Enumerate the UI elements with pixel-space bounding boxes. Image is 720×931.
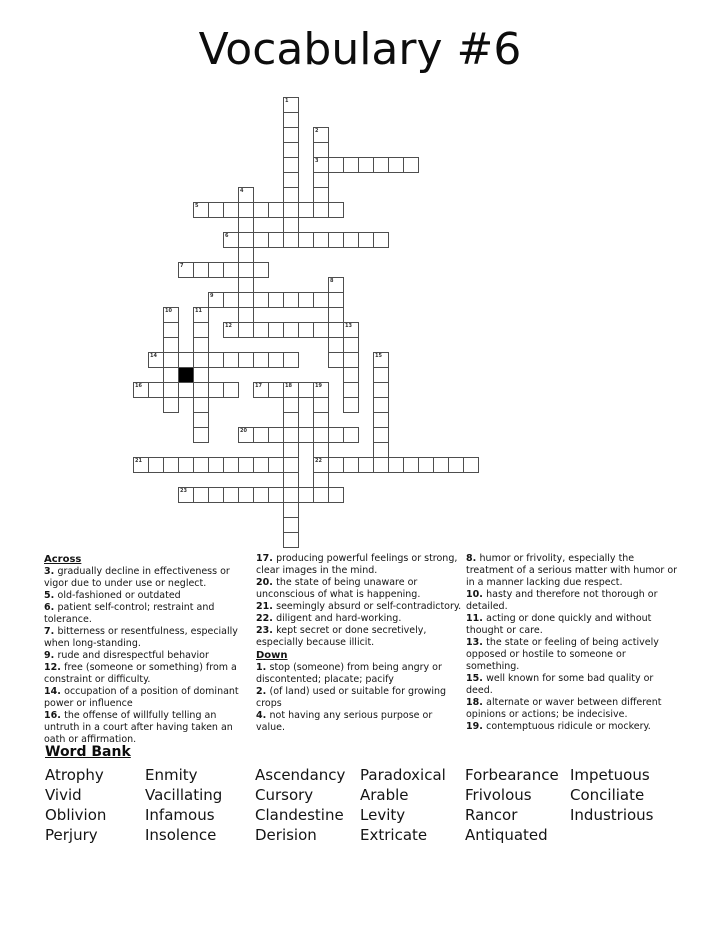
grid-cell[interactable] bbox=[313, 322, 329, 338]
cell-number: 10 bbox=[165, 308, 172, 314]
grid-cell[interactable] bbox=[373, 157, 389, 173]
grid-cell[interactable] bbox=[223, 457, 239, 473]
grid-cell[interactable] bbox=[148, 457, 164, 473]
grid-cell[interactable] bbox=[178, 457, 194, 473]
clue-9: 9. rude and disrespectful behavior bbox=[44, 650, 209, 661]
black-cell bbox=[178, 367, 194, 383]
cell-number: 2 bbox=[315, 128, 319, 134]
grid-cell[interactable] bbox=[328, 157, 344, 173]
grid-cell[interactable] bbox=[358, 232, 374, 248]
word-bank-column bbox=[465, 765, 570, 845]
clue-8: 8. humor or frivolity, especially the treatment of a serious matter with humor or in a manner lacking due respect. bbox=[466, 553, 678, 588]
grid-cell[interactable] bbox=[313, 412, 329, 428]
grid-cell[interactable] bbox=[163, 457, 179, 473]
clue-23: 23. kept secret or done secretively, especially because illicit. bbox=[256, 625, 427, 648]
grid-cell[interactable] bbox=[313, 232, 329, 248]
grid-cell[interactable] bbox=[163, 307, 179, 323]
cell-number: 7 bbox=[180, 263, 184, 269]
grid-cell[interactable] bbox=[283, 352, 299, 368]
grid-cell[interactable] bbox=[343, 352, 359, 368]
grid-cell[interactable] bbox=[283, 397, 299, 413]
grid-cell[interactable] bbox=[208, 352, 224, 368]
grid-cell[interactable] bbox=[253, 292, 269, 308]
word-bank-item: Rancor bbox=[465, 806, 518, 824]
word-bank-item: Conciliate bbox=[570, 786, 645, 804]
grid-cell[interactable] bbox=[193, 397, 209, 413]
grid-cell[interactable] bbox=[193, 487, 209, 503]
cell-number: 23 bbox=[180, 488, 187, 494]
grid-cell[interactable] bbox=[178, 487, 194, 503]
grid-cell[interactable] bbox=[178, 262, 194, 278]
grid-cell[interactable] bbox=[193, 352, 209, 368]
clue-4: 4. not having any serious purpose or value. bbox=[256, 710, 433, 733]
grid-cell[interactable] bbox=[223, 487, 239, 503]
grid-cell[interactable] bbox=[163, 322, 179, 338]
word-bank-item: Infamous bbox=[145, 806, 215, 824]
grid-cell[interactable] bbox=[193, 202, 209, 218]
word-bank-header: Word Bank bbox=[45, 744, 131, 760]
grid-cell[interactable] bbox=[343, 367, 359, 383]
grid-cell[interactable] bbox=[283, 487, 299, 503]
grid-cell[interactable] bbox=[238, 352, 254, 368]
word-bank bbox=[45, 744, 685, 845]
grid-cell[interactable] bbox=[463, 457, 479, 473]
grid-cell[interactable] bbox=[283, 112, 299, 128]
grid-cell[interactable] bbox=[193, 337, 209, 353]
word-bank-item: Antiquated bbox=[465, 826, 548, 844]
cell-number: 11 bbox=[195, 308, 202, 314]
clue-20: 20. the state of being unaware or unconscious of what is happening. bbox=[256, 577, 421, 600]
grid-cell[interactable] bbox=[283, 532, 299, 548]
grid-cell[interactable] bbox=[403, 457, 419, 473]
grid-cell[interactable] bbox=[223, 352, 239, 368]
grid-cell[interactable] bbox=[313, 202, 329, 218]
word-bank-item: Vacillating bbox=[145, 786, 223, 804]
word-bank-column bbox=[145, 765, 255, 845]
grid-cell[interactable] bbox=[298, 427, 314, 443]
grid-cell[interactable] bbox=[328, 457, 344, 473]
grid-cell[interactable] bbox=[283, 217, 299, 233]
grid-cell[interactable] bbox=[283, 442, 299, 458]
cell-number: 5 bbox=[195, 203, 199, 209]
word-bank-item: Forbearance bbox=[465, 766, 559, 784]
grid-cell[interactable] bbox=[283, 97, 299, 113]
grid-cell[interactable] bbox=[208, 487, 224, 503]
grid-cell[interactable] bbox=[208, 292, 224, 308]
clue-10: 10. hasty and therefore not thorough or detailed. bbox=[466, 589, 658, 612]
grid-cell[interactable] bbox=[163, 382, 179, 398]
word-bank-item: Enmity bbox=[145, 766, 198, 784]
word-bank-item: Oblivion bbox=[45, 806, 107, 824]
grid-cell[interactable] bbox=[208, 382, 224, 398]
grid-cell[interactable] bbox=[298, 202, 314, 218]
clue-12: 12. free (someone or something) from a constraint or difficulty. bbox=[44, 662, 237, 685]
grid-cell[interactable] bbox=[193, 457, 209, 473]
grid-cell[interactable] bbox=[283, 142, 299, 158]
grid-cell[interactable] bbox=[358, 157, 374, 173]
grid-cell[interactable] bbox=[328, 202, 344, 218]
grid-cell[interactable] bbox=[163, 352, 179, 368]
grid-cell[interactable] bbox=[313, 457, 329, 473]
grid-cell[interactable] bbox=[313, 487, 329, 503]
cell-number: 14 bbox=[150, 353, 157, 359]
grid-cell[interactable] bbox=[133, 457, 149, 473]
word-bank-column bbox=[570, 765, 654, 845]
cell-number: 12 bbox=[225, 323, 232, 329]
word-bank-item: Industrious bbox=[570, 806, 654, 824]
grid-cell[interactable] bbox=[163, 337, 179, 353]
grid-cell[interactable] bbox=[253, 487, 269, 503]
grid-cell[interactable] bbox=[223, 322, 239, 338]
grid-cell[interactable] bbox=[373, 457, 389, 473]
cell-number: 16 bbox=[135, 383, 142, 389]
grid-cell[interactable] bbox=[343, 337, 359, 353]
grid-cell[interactable] bbox=[373, 427, 389, 443]
word-bank-item: Perjury bbox=[45, 826, 98, 844]
clue-22: 22. diligent and hard-working. bbox=[256, 613, 402, 624]
grid-cell[interactable] bbox=[223, 232, 239, 248]
grid-cell[interactable] bbox=[268, 382, 284, 398]
grid-cell[interactable] bbox=[298, 322, 314, 338]
grid-cell[interactable] bbox=[163, 367, 179, 383]
grid-cell[interactable] bbox=[298, 292, 314, 308]
clue-13: 13. the state or feeling of being actively opposed or hostile to someone or something. bbox=[466, 637, 659, 672]
grid-cell[interactable] bbox=[418, 457, 434, 473]
clue-column-right bbox=[466, 553, 679, 733]
word-bank-item: Clandestine bbox=[255, 806, 344, 824]
grid-cell[interactable] bbox=[328, 232, 344, 248]
cell-number: 6 bbox=[225, 233, 229, 239]
grid-cell[interactable] bbox=[253, 202, 269, 218]
word-bank-item: Frivolous bbox=[465, 786, 532, 804]
cell-number: 4 bbox=[240, 188, 244, 194]
crossword-grid bbox=[133, 97, 479, 548]
cell-number: 18 bbox=[285, 383, 292, 389]
clue-15: 15. well known for some bad quality or deed. bbox=[466, 673, 654, 696]
grid-cell[interactable] bbox=[253, 352, 269, 368]
word-bank-item: Levity bbox=[360, 806, 406, 824]
grid-cell[interactable] bbox=[283, 472, 299, 488]
grid-cell[interactable] bbox=[313, 172, 329, 188]
grid-cell[interactable] bbox=[238, 262, 254, 278]
grid-cell[interactable] bbox=[433, 457, 449, 473]
across-header: Across bbox=[44, 554, 82, 565]
grid-cell[interactable] bbox=[193, 262, 209, 278]
grid-cell[interactable] bbox=[253, 322, 269, 338]
grid-cell[interactable] bbox=[328, 337, 344, 353]
grid-cell[interactable] bbox=[298, 487, 314, 503]
grid-cell[interactable] bbox=[373, 412, 389, 428]
word-bank-column bbox=[255, 765, 360, 845]
grid-cell[interactable] bbox=[283, 457, 299, 473]
grid-cell[interactable] bbox=[253, 262, 269, 278]
grid-cell[interactable] bbox=[268, 202, 284, 218]
grid-cell[interactable] bbox=[388, 457, 404, 473]
grid-cell[interactable] bbox=[343, 457, 359, 473]
grid-cell[interactable] bbox=[283, 517, 299, 533]
grid-cell[interactable] bbox=[193, 307, 209, 323]
grid-cell[interactable] bbox=[328, 307, 344, 323]
grid-cell[interactable] bbox=[253, 232, 269, 248]
grid-cell[interactable] bbox=[193, 412, 209, 428]
grid-cell[interactable] bbox=[268, 487, 284, 503]
clue-column-left bbox=[44, 553, 251, 746]
grid-cell[interactable] bbox=[313, 127, 329, 143]
grid-cell[interactable] bbox=[253, 382, 269, 398]
word-bank-item: Atrophy bbox=[45, 766, 104, 784]
grid-cell[interactable] bbox=[403, 157, 419, 173]
word-bank-item: Insolence bbox=[145, 826, 217, 844]
grid-cell[interactable] bbox=[313, 397, 329, 413]
grid-cell[interactable] bbox=[268, 427, 284, 443]
grid-cell[interactable] bbox=[283, 127, 299, 143]
grid-cell[interactable] bbox=[193, 367, 209, 383]
grid-cell[interactable] bbox=[238, 277, 254, 293]
clue-2: 2. (of land) used or suitable for growing crops bbox=[256, 686, 447, 709]
grid-cell[interactable] bbox=[268, 457, 284, 473]
cell-number: 15 bbox=[375, 353, 382, 359]
clue-11: 11. acting or done quickly and without thought or care. bbox=[466, 613, 652, 636]
grid-cell[interactable] bbox=[328, 292, 344, 308]
grid-cell[interactable] bbox=[208, 262, 224, 278]
grid-cell[interactable] bbox=[343, 382, 359, 398]
word-bank-column bbox=[360, 765, 465, 845]
cell-number: 13 bbox=[345, 323, 352, 329]
grid-cell[interactable] bbox=[343, 232, 359, 248]
cell-number: 19 bbox=[315, 383, 322, 389]
grid-cell[interactable] bbox=[148, 352, 164, 368]
grid-cell[interactable] bbox=[373, 397, 389, 413]
grid-cell[interactable] bbox=[343, 397, 359, 413]
grid-cell[interactable] bbox=[238, 217, 254, 233]
clue-6: 6. patient self-control; restraint and tolerance. bbox=[44, 602, 215, 625]
grid-cell[interactable] bbox=[283, 382, 299, 398]
grid-cell[interactable] bbox=[388, 157, 404, 173]
word-bank-item: Arable bbox=[360, 786, 409, 804]
word-bank-item: Ascendancy bbox=[255, 766, 346, 784]
down-header: Down bbox=[256, 650, 288, 661]
grid-cell[interactable] bbox=[163, 397, 179, 413]
grid-cell[interactable] bbox=[373, 382, 389, 398]
grid-cell[interactable] bbox=[283, 292, 299, 308]
grid-cell[interactable] bbox=[313, 427, 329, 443]
grid-cell[interactable] bbox=[283, 232, 299, 248]
grid-cell[interactable] bbox=[343, 322, 359, 338]
word-bank-columns bbox=[45, 765, 685, 845]
grid-cell[interactable] bbox=[253, 457, 269, 473]
grid-cell[interactable] bbox=[268, 292, 284, 308]
clue-5: 5. old-fashioned or outdated bbox=[44, 590, 181, 601]
grid-cell[interactable] bbox=[193, 322, 209, 338]
grid-cell[interactable] bbox=[283, 187, 299, 203]
clue-column-middle bbox=[256, 553, 463, 734]
grid-cell[interactable] bbox=[298, 232, 314, 248]
grid-cell[interactable] bbox=[313, 472, 329, 488]
page-title: Vocabulary #6 bbox=[198, 24, 522, 75]
word-bank-item: Vivid bbox=[45, 786, 82, 804]
grid-cell[interactable] bbox=[328, 487, 344, 503]
cell-number: 1 bbox=[285, 98, 289, 104]
grid-cell[interactable] bbox=[223, 202, 239, 218]
grid-cell[interactable] bbox=[313, 157, 329, 173]
cell-number: 9 bbox=[210, 293, 214, 299]
grid-cell[interactable] bbox=[238, 457, 254, 473]
grid-cell[interactable] bbox=[328, 277, 344, 293]
clue-21: 21. seemingly absurd or self-contradictory. bbox=[256, 601, 462, 612]
grid-cell[interactable] bbox=[313, 442, 329, 458]
grid-cell[interactable] bbox=[238, 322, 254, 338]
grid-cell[interactable] bbox=[238, 427, 254, 443]
clue-19: 19. contemptuous ridicule or mockery. bbox=[466, 721, 651, 732]
grid-cell[interactable] bbox=[223, 382, 239, 398]
cell-number: 20 bbox=[240, 428, 247, 434]
cell-number: 8 bbox=[330, 278, 334, 284]
grid-cell[interactable] bbox=[328, 322, 344, 338]
grid-cell[interactable] bbox=[358, 457, 374, 473]
grid-cell[interactable] bbox=[283, 202, 299, 218]
clue-16: 16. the offense of willfully telling an untruth in a court after having taken an oath or affirmation. bbox=[44, 710, 233, 745]
grid-cell[interactable] bbox=[343, 157, 359, 173]
grid-cell[interactable] bbox=[268, 322, 284, 338]
grid-cell[interactable] bbox=[238, 232, 254, 248]
grid-cell[interactable] bbox=[208, 457, 224, 473]
grid-cell[interactable] bbox=[313, 382, 329, 398]
grid-cell[interactable] bbox=[223, 292, 239, 308]
cell-number: 3 bbox=[315, 158, 319, 164]
word-bank-item: Derision bbox=[255, 826, 317, 844]
grid-cell[interactable] bbox=[373, 367, 389, 383]
grid-cell[interactable] bbox=[313, 187, 329, 203]
grid-cell[interactable] bbox=[238, 202, 254, 218]
grid-cell[interactable] bbox=[238, 487, 254, 503]
grid-cell[interactable] bbox=[283, 157, 299, 173]
grid-cell[interactable] bbox=[268, 232, 284, 248]
grid-cell[interactable] bbox=[148, 382, 164, 398]
grid-cell[interactable] bbox=[283, 322, 299, 338]
grid-cell[interactable] bbox=[238, 292, 254, 308]
grid-cell[interactable] bbox=[268, 352, 284, 368]
grid-cell[interactable] bbox=[283, 412, 299, 428]
grid-cell[interactable] bbox=[208, 202, 224, 218]
grid-cell[interactable] bbox=[373, 232, 389, 248]
cell-number: 21 bbox=[135, 458, 142, 464]
clue-14: 14. occupation of a position of dominant power or influence bbox=[44, 686, 239, 709]
word-bank-item: Cursory bbox=[255, 786, 314, 804]
grid-cell[interactable] bbox=[238, 187, 254, 203]
word-bank-item: Impetuous bbox=[570, 766, 650, 784]
grid-cell[interactable] bbox=[313, 292, 329, 308]
cell-number: 17 bbox=[255, 383, 262, 389]
grid-cell[interactable] bbox=[298, 382, 314, 398]
grid-cell[interactable] bbox=[373, 352, 389, 368]
clue-18: 18. alternate or waver between different opinions or actions; be indecisive. bbox=[466, 697, 662, 720]
grid-cell[interactable] bbox=[283, 427, 299, 443]
grid-cell[interactable] bbox=[373, 442, 389, 458]
grid-cell[interactable] bbox=[178, 352, 194, 368]
grid-cell[interactable] bbox=[283, 172, 299, 188]
grid-cell[interactable] bbox=[343, 427, 359, 443]
grid-cell[interactable] bbox=[193, 427, 209, 443]
grid-cell[interactable] bbox=[178, 382, 194, 398]
grid-cell[interactable] bbox=[328, 427, 344, 443]
word-bank-column bbox=[45, 765, 145, 845]
grid-cell[interactable] bbox=[313, 142, 329, 158]
clue-1: 1. stop (someone) from being angry or discontented; placate; pacify bbox=[256, 662, 442, 685]
word-bank-item: Extricate bbox=[360, 826, 428, 844]
cell-number: 22 bbox=[315, 458, 322, 464]
clue-7: 7. bitterness or resentfulness, especially when long-standing. bbox=[44, 626, 238, 649]
clue-17: 17. producing powerful feelings or strong, clear images in the mind. bbox=[256, 553, 458, 576]
grid-cell[interactable] bbox=[193, 382, 209, 398]
grid-cell[interactable] bbox=[238, 307, 254, 323]
word-bank-item: Paradoxical bbox=[360, 766, 446, 784]
grid-cell[interactable] bbox=[448, 457, 464, 473]
grid-cell[interactable] bbox=[223, 262, 239, 278]
grid-cell[interactable] bbox=[133, 382, 149, 398]
grid-cell[interactable] bbox=[328, 352, 344, 368]
grid-cell[interactable] bbox=[283, 502, 299, 518]
clue-3: 3. gradually decline in effectiveness or vigor due to under use or neglect. bbox=[44, 566, 230, 589]
grid-cell[interactable] bbox=[238, 247, 254, 263]
grid-cell[interactable] bbox=[253, 427, 269, 443]
